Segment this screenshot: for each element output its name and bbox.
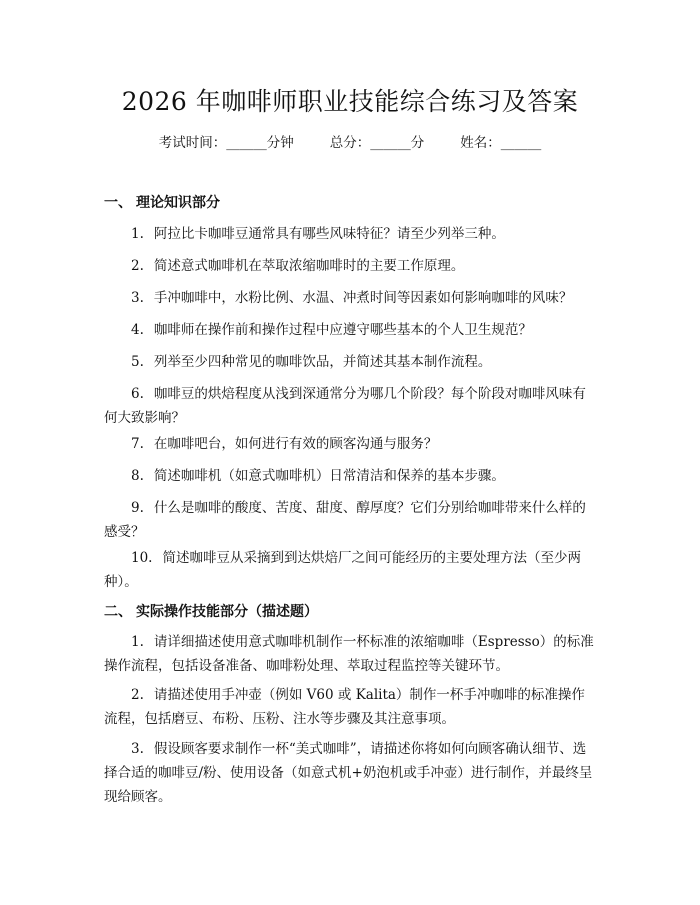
question-number: 3. (131, 290, 144, 306)
question-text: 咖啡师在操作前和操作过程中应遵守哪些基本的个人卫生规范？ (153, 322, 532, 338)
question-number: 4. (131, 322, 144, 338)
question-text: 请描述使用手冲壶（例如 V60 或 Kalita）制作一杯手冲咖啡的标准操作流程，包括磨豆、布粉、压粉、注水等步骤及其注意事项。 (104, 687, 585, 727)
question-text: 在咖啡吧台，如何进行有效的顾客沟通与服务？ (153, 436, 438, 452)
question-number: 1. (131, 634, 144, 650)
total-score-field: 总分：______分 (329, 135, 425, 151)
question-text: 什么是咖啡的酸度、苦度、甜度、醇厚度？它们分别给咖啡带来什么样的感受？ (104, 500, 586, 540)
question-item (104, 546, 598, 594)
question-item (104, 318, 598, 342)
question-number: 2. (131, 687, 144, 703)
question-text: 简述咖啡豆从采摘到到达烘焙厂之间可能经历的主要处理方法（至少两种）。 (104, 550, 581, 590)
question-number: 10. (131, 550, 153, 566)
section-number: 一、 (104, 195, 132, 211)
question-text: 请详细描述使用意式咖啡机制作一杯标准的浓缩咖啡（Espresso）的标准操作流程，包括设备准备、咖啡粉处理、萃取过程监控等关键环节。 (104, 634, 594, 674)
question-number: 2. (131, 258, 144, 274)
section-number: 二、 (104, 604, 132, 620)
section-title: 实际操作技能部分（描述题） (136, 604, 318, 620)
question-number: 8. (131, 468, 144, 484)
section-heading-practical (104, 601, 318, 621)
exam-time-field: 考试时间：______分钟 (158, 135, 294, 151)
question-number: 9. (131, 500, 144, 516)
section-title: 理论知识部分 (136, 195, 220, 211)
section-heading-theory (104, 192, 220, 212)
question-number: 1. (131, 226, 144, 242)
question-item (104, 496, 598, 544)
question-text: 假设顾客要求制作一杯“美式咖啡”，请描述你将如何向顾客确认细节、选择合适的咖啡豆/粉、使用设备（如意式机+奶泡机或手冲壶）进行制作，并最终呈现给顾客。 (104, 741, 593, 805)
name-field: 姓名：______ (460, 135, 542, 151)
question-item (104, 222, 598, 246)
page-title: 2026 年咖啡师职业技能综合练习及答案 (121, 87, 579, 116)
question-item (104, 630, 598, 678)
question-item (104, 464, 598, 488)
question-text: 列举至少四种常见的咖啡饮品，并简述其基本制作流程。 (153, 354, 492, 370)
question-number: 3. (131, 741, 144, 757)
question-text: 阿拉比卡咖啡豆通常具有哪些风味特征？请至少列举三种。 (153, 226, 505, 242)
question-text: 简述意式咖啡机在萃取浓缩咖啡时的主要工作原理。 (153, 258, 465, 274)
question-item (104, 254, 598, 278)
question-item (104, 737, 598, 809)
question-item (104, 350, 598, 374)
question-item (104, 286, 598, 310)
question-text: 简述咖啡机（如意式咖啡机）日常清洁和保养的基本步骤。 (153, 468, 505, 484)
question-item (104, 683, 598, 731)
question-number: 6. (131, 386, 144, 402)
question-item (104, 382, 598, 430)
question-text: 咖啡豆的烘焙程度从浅到深通常分为哪几个阶段？每个阶段对咖啡风味有何大致影响？ (104, 386, 586, 426)
question-text: 手冲咖啡中，水粉比例、水温、冲煮时间等因素如何影响咖啡的风味？ (153, 290, 573, 306)
exam-info (0, 131, 700, 151)
question-number: 7. (131, 436, 144, 452)
question-number: 5. (131, 354, 144, 370)
question-item (104, 432, 598, 456)
